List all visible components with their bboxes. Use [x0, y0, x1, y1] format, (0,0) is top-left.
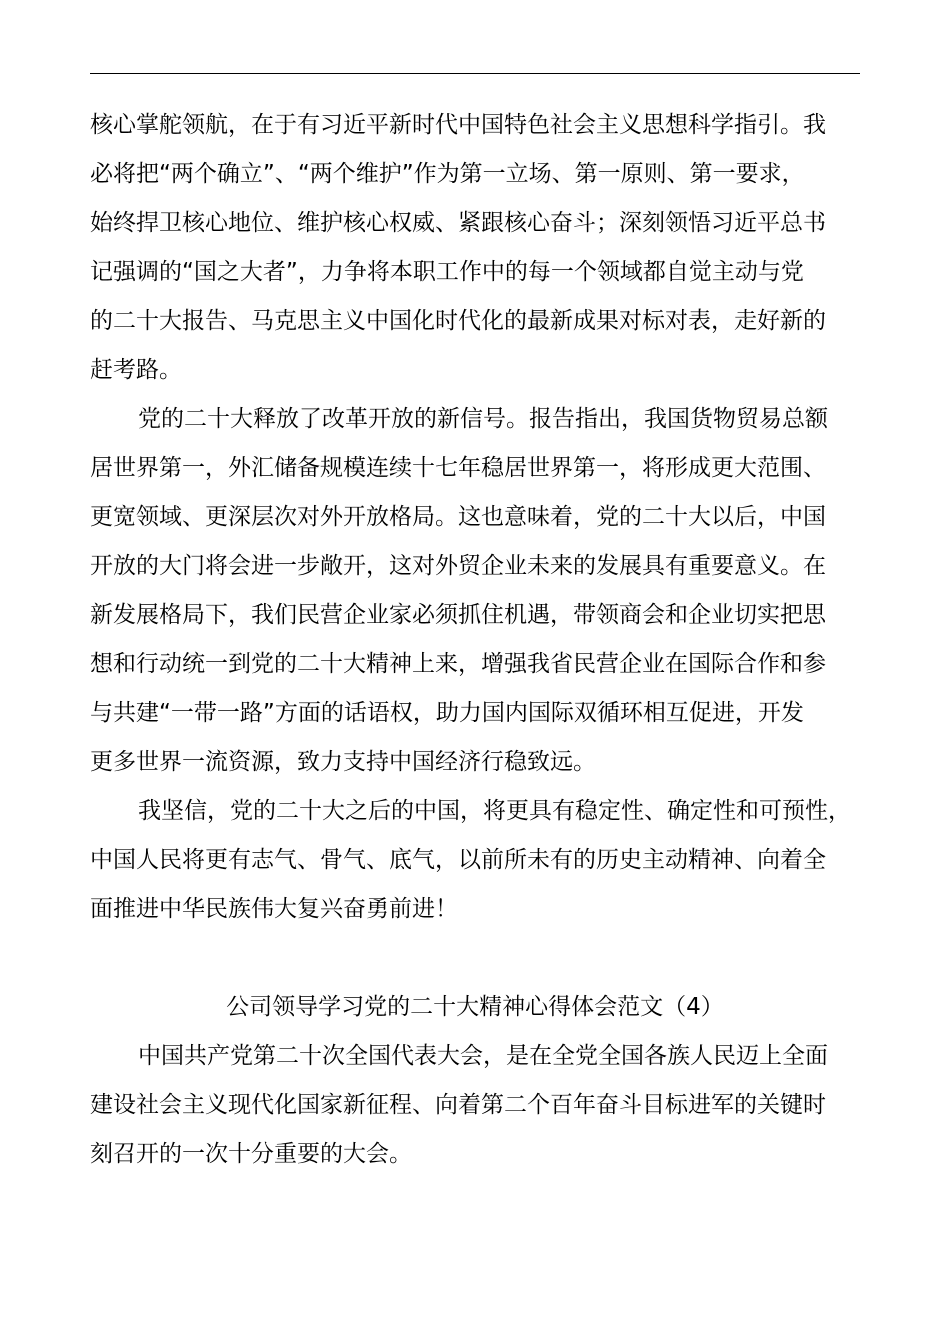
- section-title-text: 公司领导学习党的二十大精神心得体会范文（4）: [226, 994, 724, 1020]
- text-line: 建设社会主义现代化国家新征程、向着第二个百年奋斗目标进军的关键时: [90, 1092, 826, 1118]
- text-line: 更多世界一流资源，致力支持中国经济行稳致远。: [90, 749, 596, 775]
- paragraph-3: [90, 787, 860, 934]
- text-line: 开放的大门将会进一步敞开，这对外贸企业未来的发展具有重要意义。在: [90, 553, 826, 579]
- text-line: 中国人民将更有志气、骨气、底气，以前所未有的历史主动精神、向着全: [90, 847, 826, 873]
- paragraph-2: [90, 395, 860, 787]
- text-line: 新发展格局下，我们民营企业家必须抓住机遇，带领商会和企业切实把思: [90, 602, 826, 628]
- text-line: 记强调的“国之大者”，力争将本职工作中的每一个领域都自觉主动与党: [90, 259, 804, 285]
- document-body: [90, 101, 860, 1179]
- text-line: 党的二十大释放了改革开放的新信号。报告指出，我国货物贸易总额: [138, 406, 828, 432]
- text-line: 居世界第一，外汇储备规模连续十七年稳居世界第一，将形成更大范围、: [90, 455, 826, 481]
- text-line: 刻召开的一次十分重要的大会。: [90, 1141, 412, 1167]
- text-line: 的二十大报告、马克思主义中国化时代化的最新成果对标对表，走好新的: [90, 308, 826, 334]
- text-line: 赶考路。: [90, 357, 182, 383]
- paragraph-1: [90, 101, 860, 395]
- text-line: 与共建“一带一路”方面的话语权，助力国内国际双循环相互促进，开发: [90, 700, 804, 726]
- text-line: 中国共产党第二十次全国代表大会，是在全党全国各族人民迈上全面: [138, 1043, 828, 1069]
- text-line: 始终捍卫核心地位、维护核心权威、紧跟核心奋斗；深刻领悟习近平总书: [90, 210, 826, 236]
- header-rule: [90, 73, 860, 74]
- text-line: 核心掌舵领航，在于有习近平新时代中国特色社会主义思想科学指引。我: [90, 112, 826, 138]
- text-line: 必将把“两个确立”、“两个维护”作为第一立场、第一原则、第一要求，: [90, 161, 805, 187]
- section-title: [90, 983, 860, 1032]
- text-line: 我坚信，党的二十大之后的中国，将更具有稳定性、确定性和可预性，: [138, 798, 851, 824]
- text-line: 更宽领域、更深层次对外开放格局。这也意味着，党的二十大以后，中国: [90, 504, 826, 530]
- text-line: 想和行动统一到党的二十大精神上来，增强我省民营企业在国际合作和参: [90, 651, 826, 677]
- text-line: 面推进中华民族伟大复兴奋勇前进！: [90, 896, 458, 922]
- paragraph-4: [90, 1032, 860, 1179]
